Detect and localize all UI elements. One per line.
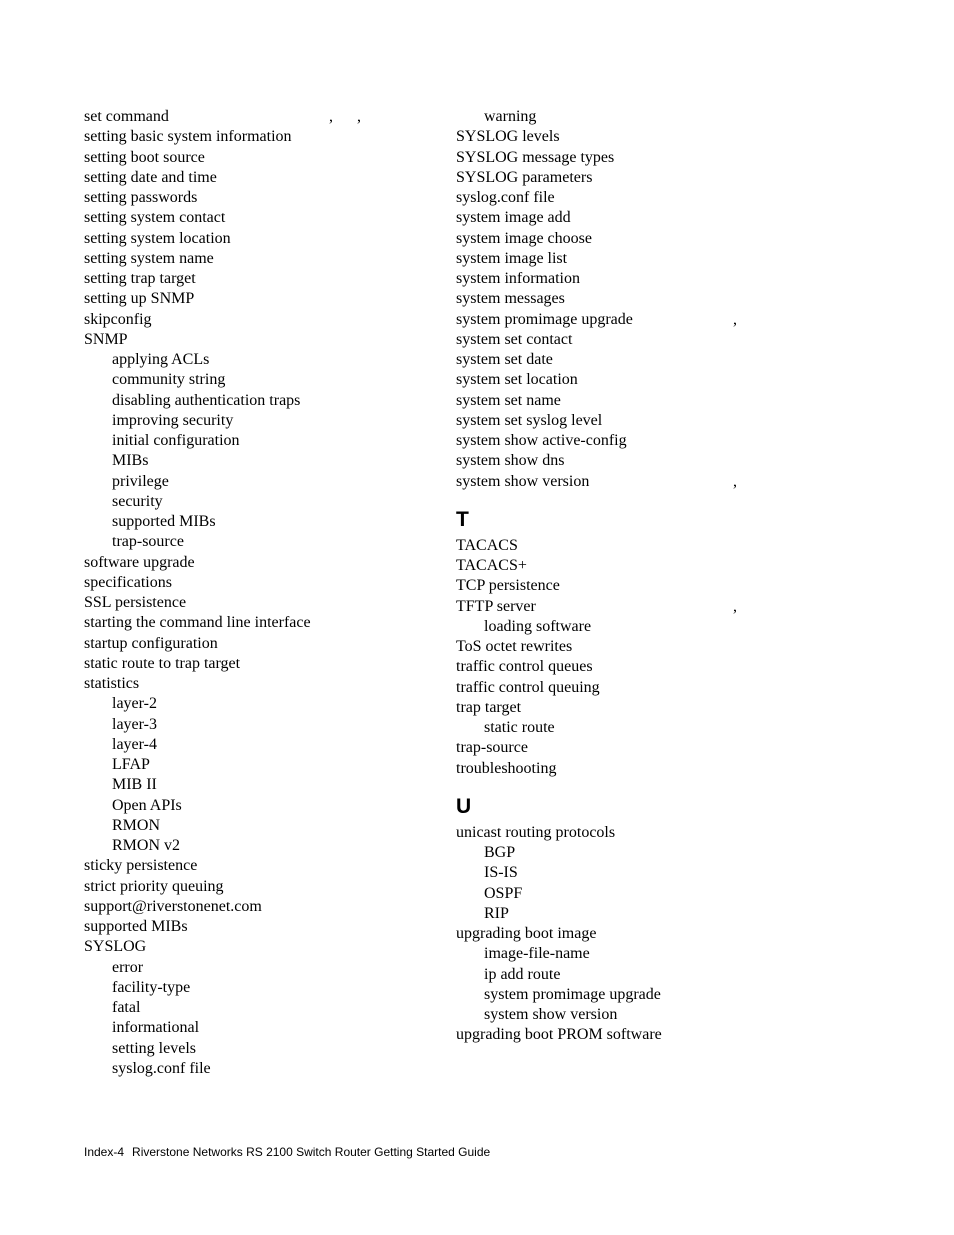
entry-text: set command xyxy=(84,108,169,125)
entry-text: setting date and time xyxy=(84,168,217,186)
entry-text: system show version xyxy=(456,472,590,490)
entry-text: traffic control queues xyxy=(456,658,593,676)
entry-text: startup configuration xyxy=(84,634,218,652)
index-entry xyxy=(84,856,424,876)
entry-text: setting system location xyxy=(84,229,231,247)
entry-text: software upgrade xyxy=(84,553,195,571)
entry-page-refs: , xyxy=(733,597,737,615)
index-subentry xyxy=(84,836,424,856)
entry-text: system set location xyxy=(456,371,578,389)
index-entry xyxy=(84,674,424,694)
index-entry xyxy=(456,350,796,370)
index-entry xyxy=(456,597,796,617)
index-entry xyxy=(84,188,424,208)
index-subentry xyxy=(84,492,424,512)
index-entry xyxy=(84,330,424,350)
index-subentry xyxy=(84,715,424,735)
index-subentry xyxy=(456,1005,796,1025)
entry-text: RMON xyxy=(112,816,161,834)
entry-text: privilege xyxy=(112,472,169,490)
index-subentry xyxy=(84,796,424,816)
entry-text: initial configuration xyxy=(112,432,240,449)
index-subentry xyxy=(84,978,424,998)
entry-text: RIP xyxy=(484,904,509,922)
index-entry xyxy=(456,208,796,228)
entry-text: improving security xyxy=(112,411,234,429)
entry-text: OSPF xyxy=(484,884,523,902)
footer-book-title: Riverstone Networks RS 2100 Switch Router Getting Started Guide xyxy=(132,1145,491,1159)
entry-text: setting levels xyxy=(112,1039,196,1057)
index-subentry xyxy=(84,451,424,471)
entry-text: setting boot source xyxy=(84,148,205,166)
entry-text: RMON v2 xyxy=(112,837,181,854)
entry-text: applying ACLs xyxy=(112,351,210,368)
entry-page-refs: , xyxy=(733,472,737,490)
index-subentry xyxy=(456,863,796,883)
index-entry xyxy=(84,654,424,674)
entry-text: traffic control queuing xyxy=(456,678,600,696)
section-heading: U xyxy=(456,794,472,818)
index-entry xyxy=(456,451,796,471)
entry-text: strict priority queuing xyxy=(84,877,224,895)
index-entry xyxy=(456,148,796,168)
index-entry xyxy=(84,613,424,633)
entry-text: SSL persistence xyxy=(84,594,187,611)
entry-text: fatal xyxy=(112,999,141,1016)
index-subentry xyxy=(84,391,424,411)
index-subentry xyxy=(84,431,424,451)
entry-text: MIBs xyxy=(112,452,149,470)
index-subentry xyxy=(456,884,796,904)
index-subentry xyxy=(456,965,796,985)
index-entry xyxy=(84,310,424,330)
entry-text: image-file-name xyxy=(484,945,590,963)
entry-text: SYSLOG parameters xyxy=(456,168,593,186)
index-entry xyxy=(456,188,796,208)
entry-text: TACACS+ xyxy=(456,557,527,574)
index-entry xyxy=(456,127,796,147)
entry-text: layer-3 xyxy=(112,715,157,733)
index-subentry xyxy=(456,944,796,964)
index-subentry xyxy=(456,718,796,738)
entry-text: SYSLOG xyxy=(84,938,147,956)
index-entry xyxy=(456,678,796,698)
entry-text: trap target xyxy=(456,698,522,716)
entry-text: system promimage upgrade xyxy=(456,310,633,328)
entry-text: system image list xyxy=(456,249,568,267)
index-entry xyxy=(456,698,796,718)
index-column-left xyxy=(84,107,424,1079)
entry-text: system image choose xyxy=(456,229,592,247)
index-subentry xyxy=(84,532,424,552)
index-entry xyxy=(456,924,796,944)
index-subentry xyxy=(456,617,796,637)
entry-text: upgrading boot PROM software xyxy=(456,1026,662,1044)
entry-text: facility-type xyxy=(112,978,191,996)
entry-text: setting trap target xyxy=(84,270,196,287)
entry-text: ToS octet rewrites xyxy=(456,638,573,655)
index-subentry xyxy=(84,775,424,795)
entry-text: BGP xyxy=(484,844,516,861)
entry-page-refs: , xyxy=(733,310,737,328)
entry-text: setting system contact xyxy=(84,209,226,227)
index-entry xyxy=(456,310,796,330)
entry-text: SNMP xyxy=(84,330,128,348)
entry-text: SYSLOG levels xyxy=(456,128,560,146)
entry-text: error xyxy=(112,958,144,976)
index-entry xyxy=(84,917,424,937)
index-entry xyxy=(84,127,424,147)
entry-text: ip add route xyxy=(484,965,561,983)
entry-text: system information xyxy=(456,270,580,287)
entry-text: system show dns xyxy=(456,452,565,470)
entry-text: sticky persistence xyxy=(84,857,198,875)
index-subentry xyxy=(84,998,424,1018)
index-entry xyxy=(84,877,424,897)
index-subentry xyxy=(456,107,796,127)
entry-text: setting basic system information xyxy=(84,128,292,146)
index-entry xyxy=(84,553,424,573)
index-entry xyxy=(456,168,796,188)
index-entry xyxy=(84,937,424,957)
entry-text: SYSLOG message types xyxy=(456,148,615,166)
index-subentry xyxy=(84,735,424,755)
index-entry xyxy=(84,208,424,228)
index-subentry xyxy=(84,694,424,714)
entry-text: TACACS xyxy=(456,536,518,554)
page-footer xyxy=(84,1145,498,1159)
index-entry xyxy=(84,289,424,309)
index-entry xyxy=(456,576,796,596)
index-entry xyxy=(456,229,796,249)
entry-text: system set date xyxy=(456,351,553,368)
entry-text: system set name xyxy=(456,391,561,409)
index-subentry xyxy=(84,958,424,978)
index-entry xyxy=(456,289,796,309)
index-subentry xyxy=(456,985,796,1005)
entry-text: upgrading boot image xyxy=(456,925,597,942)
entry-text: system promimage upgrade xyxy=(484,985,661,1003)
index-entry xyxy=(456,269,796,289)
index-entry xyxy=(84,168,424,188)
entry-text: LFAP xyxy=(112,756,150,773)
entry-text: system show version xyxy=(484,1006,618,1023)
index-entry xyxy=(84,593,424,613)
entry-text: static route xyxy=(484,719,555,736)
entry-text: setting passwords xyxy=(84,189,198,206)
index-subentry xyxy=(84,472,424,492)
entry-text: system set syslog level xyxy=(456,411,603,429)
entry-text: community string xyxy=(112,371,226,389)
index-entry xyxy=(456,1025,796,1045)
index-subentry xyxy=(84,755,424,775)
index-entry xyxy=(84,573,424,593)
index-entry xyxy=(84,897,424,917)
index-subentry xyxy=(456,904,796,924)
index-entry xyxy=(456,370,796,390)
footer-page-label: Index-4 xyxy=(84,1145,125,1159)
index-subentry xyxy=(456,843,796,863)
section-heading: T xyxy=(456,507,469,531)
entry-text: supported MIBs xyxy=(84,918,188,935)
entry-text: static route to trap target xyxy=(84,654,241,672)
entry-text: statistics xyxy=(84,675,140,692)
entry-text: skipconfig xyxy=(84,310,152,328)
entry-text: loading software xyxy=(484,617,592,635)
index-subentry xyxy=(84,816,424,836)
entry-text: specifications xyxy=(84,573,172,591)
entry-text: system messages xyxy=(456,290,565,308)
entry-text: troubleshooting xyxy=(456,759,557,777)
index-subentry xyxy=(84,411,424,431)
entry-text: trap-source xyxy=(112,533,184,551)
index-entry xyxy=(456,391,796,411)
index-entry xyxy=(456,759,796,779)
entry-text: setting up SNMP xyxy=(84,290,195,308)
index-entry xyxy=(84,229,424,249)
index-entry xyxy=(456,536,796,556)
entry-text: unicast routing protocols xyxy=(456,823,616,841)
index-entry xyxy=(84,634,424,654)
entry-text: disabling authentication traps xyxy=(112,391,301,409)
index-entry xyxy=(456,411,796,431)
entry-text: TFTP server xyxy=(456,597,536,615)
index-entry xyxy=(84,107,424,127)
entry-text: TCP persistence xyxy=(456,577,560,595)
index-entry xyxy=(456,556,796,576)
index-entry xyxy=(456,657,796,677)
entry-text: system show active-config xyxy=(456,432,627,449)
entry-text: supported MIBs xyxy=(112,513,216,530)
entry-text: Open APIs xyxy=(112,796,182,814)
index-entry xyxy=(456,472,796,492)
entry-text: IS-IS xyxy=(484,864,518,882)
entry-text: MIB II xyxy=(112,776,157,794)
entry-text: setting system name xyxy=(84,249,214,267)
index-subentry xyxy=(84,350,424,370)
index-entry xyxy=(456,738,796,758)
entry-text: layer-2 xyxy=(112,695,157,713)
index-subentry xyxy=(84,1039,424,1059)
index-entry xyxy=(456,823,796,843)
index-column-right xyxy=(456,107,796,1046)
entry-text: trap-source xyxy=(456,739,528,757)
index-entry xyxy=(456,637,796,657)
index-entry xyxy=(84,148,424,168)
index-subentry xyxy=(84,370,424,390)
entry-text: system set contact xyxy=(456,330,573,348)
entry-text: support@riverstonenet.com xyxy=(84,897,262,915)
index-entry xyxy=(456,330,796,350)
index-entry xyxy=(456,249,796,269)
entry-text: layer-4 xyxy=(112,735,157,753)
entry-text: starting the command line interface xyxy=(84,614,311,632)
entry-page-refs: , , xyxy=(329,108,361,125)
index-subentry xyxy=(84,512,424,532)
entry-text: system image add xyxy=(456,209,571,227)
index-entry xyxy=(84,269,424,289)
index-entry xyxy=(456,431,796,451)
entry-text: syslog.conf file xyxy=(112,1059,211,1077)
index-entry xyxy=(84,249,424,269)
index-subentry xyxy=(84,1059,424,1079)
entry-text: security xyxy=(112,492,163,510)
entry-text: syslog.conf file xyxy=(456,189,555,206)
index-subentry xyxy=(84,1018,424,1038)
entry-text: informational xyxy=(112,1019,200,1037)
entry-text: warning xyxy=(484,108,537,125)
